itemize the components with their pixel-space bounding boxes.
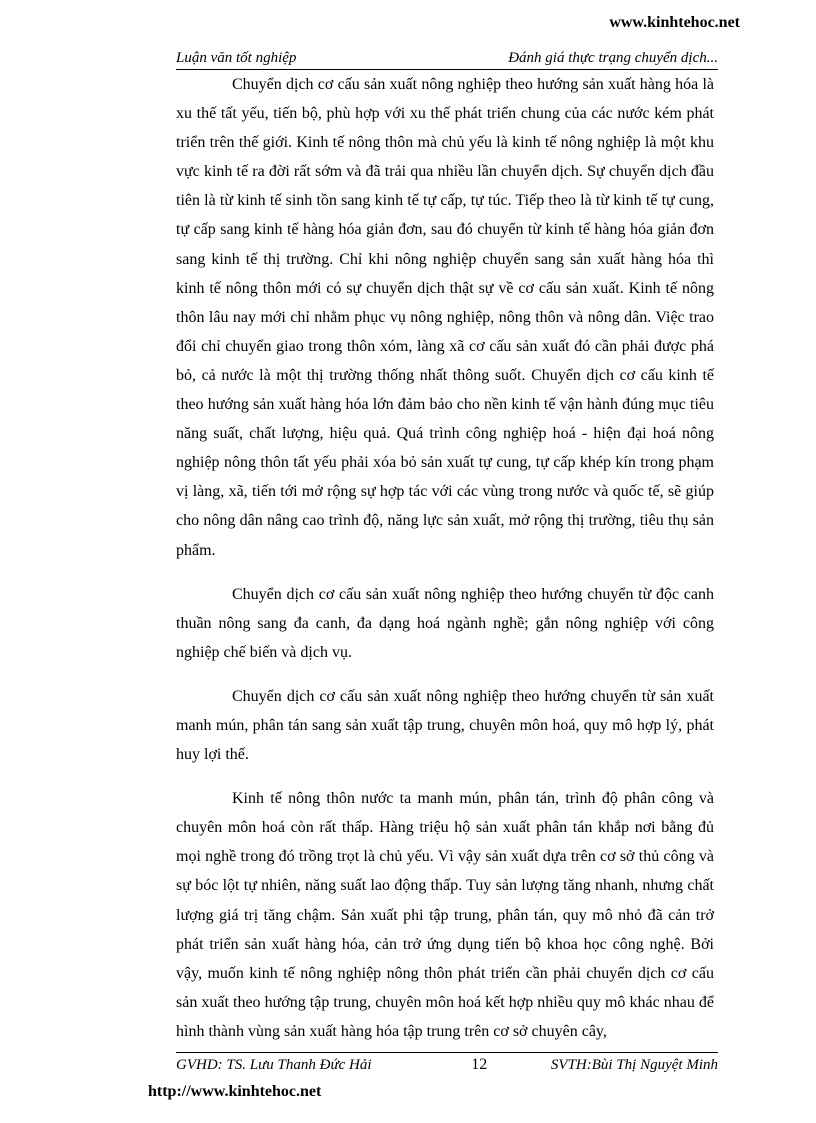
paragraph: Chuyển dịch cơ cấu sản xuất nông nghiệp theo hướng chuyển từ sản xuất manh mún, phân tán sang sản xuất tập trung, chuyên môn hoá, quy mô hợp lý, phát huy lợi thế. [176, 687, 714, 764]
site-url-top: www.kinhtehoc.net [609, 14, 740, 31]
paragraph: Chuyển dịch cơ cấu sản xuất nông nghiệp theo hướng sản xuất hàng hóa là xu thế tất yếu, tiến bộ, phù hợp với xu thế phát triển chung của các nước kém phát triển trên thế giới. Kinh tế nông thôn mà chủ yếu là kinh tế nông nghiệp là một khu vực kinh tế ra đời rất sớm và đã trải qua nhiều lần chuyển dịch. Sự chuyển dịch đầu tiên là từ kinh tế sinh tồn sang kinh tế tự cấp, tự túc. Tiếp theo là từ kinh tế tự cung, tự cấp sang kinh tế hàng hóa giản đơn, sau đó chuyển từ kinh tế hàng hóa giản đơn sang kinh tế thị trường. Chỉ khi nông nghiệp chuyển sang sản xuất hàng hóa thì kinh tế nông thôn mới có sự chuyển dịch thật sự về cơ cấu sản xuất. Kinh tế nông thôn lâu nay mới chỉ nhằm phục vụ nông nghiệp, nông thôn và nông dân. Việc trao đổi chỉ chuyển giao trong thôn xóm, làng xã cơ cấu sản xuất đó cần phải được phá bỏ, cả nước là một thị trường thống nhất thông suốt. Chuyển dịch cơ cấu kinh tế theo hướng sản xuất hàng hóa lớn đảm bảo cho nền kinh tế vận hành đúng mục tiêu năng suất, chất lượng, hiệu quả. Quá trình công nghiệp hoá - hiện đại hoá nông nghiệp nông thôn tất yếu phải xóa bỏ sản xuất tự cung, tự cấp khép kín trong phạm vị làng, xã, tiến tới mở rộng sự hợp tác với các vùng trong nước và quốc tế, sẽ giúp cho nông dân nâng cao trình độ, năng lực sản xuất, mở rộng thị trường, tiêu thụ sản phẩm. [176, 76, 714, 559]
header-left: Luận văn tốt nghiệp [176, 50, 297, 66]
paragraph: Kinh tế nông thôn nước ta manh mún, phân tán, trình độ phân công và chuyên môn hoá còn rất thấp. Hàng triệu hộ sản xuất phân tán khắp nơi bằng đủ mọi nghề trong đó trồng trọt là chủ yếu. Vì vậy sản xuất dựa trên cơ sở thủ công và sự bóc lột tự nhiên, năng suất lao động thấp. Tuy sản lượng tăng nhanh, nhưng chất lượng giá trị tăng chậm. Sản xuất phi tập trung, phân tán, quy mô nhỏ đã cản trở phát triển sản xuất hàng hóa, cản trở ứng dụng tiến bộ khoa học công nghệ. Bởi vậy, muốn kinh tế nông nghiệp nông thôn phát triển cần phải chuyển dịch cơ cấu sản xuất theo hướng tập trung, chuyên môn hoá kết hợp nhiều quy mô khác nhau để hình thành vùng sản xuất hàng hóa tập trung trên cơ sở chuyên cây, [176, 790, 714, 1040]
footer-student: SVTH:Bùi Thị Nguyệt Minh [550, 1057, 718, 1073]
header-right: Đánh giá thực trạng chuyển dịch... [508, 50, 718, 66]
site-url-bottom[interactable]: http://www.kinhtehoc.net [148, 1083, 322, 1100]
running-header [176, 50, 718, 70]
paragraph: Chuyển dịch cơ cấu sản xuất nông nghiệp theo hướng chuyển từ độc canh thuần nông sang đa canh, đa dạng hoá ngành nghề; gắn nông nghiệp với công nghiệp chế biến và dịch vụ. [176, 585, 714, 661]
document-body [176, 70, 714, 1046]
page-footer [176, 1052, 718, 1074]
page-number: 12 [471, 1056, 488, 1073]
footer-supervisor: GVHD: TS. Lưu Thanh Đức Hải [176, 1057, 372, 1073]
